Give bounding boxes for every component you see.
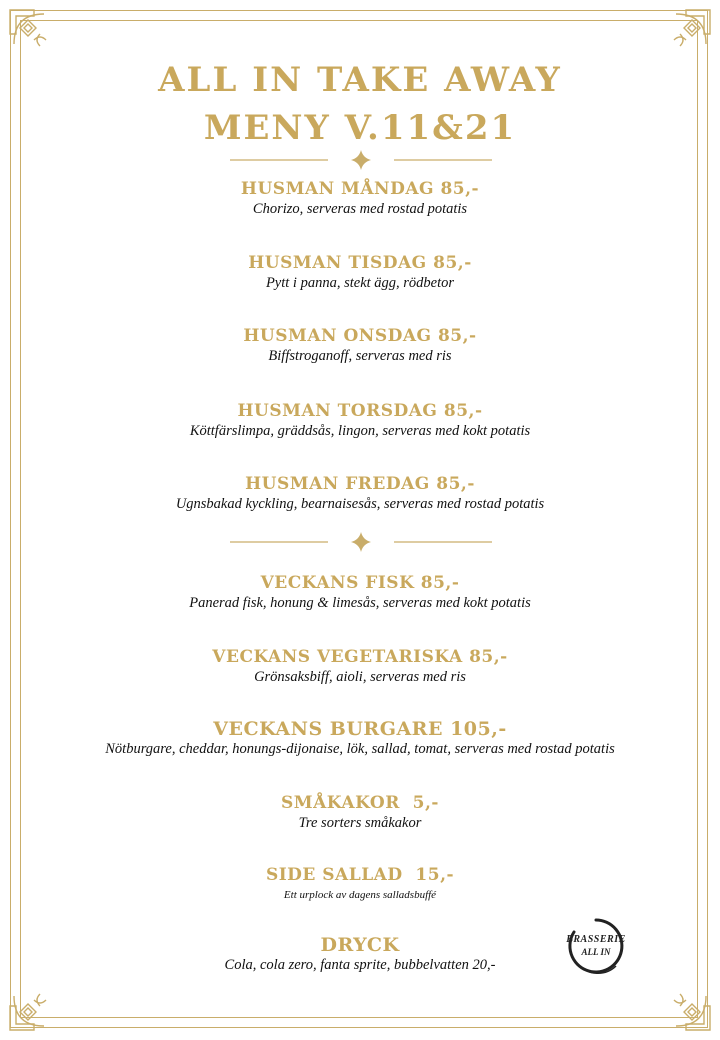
menu-item: [0, 400, 720, 440]
logo-text-brasserie: BRASSERIE: [566, 934, 626, 945]
menu-item-description: Grönsaksbiff, aioli, serveras med ris: [254, 669, 466, 685]
menu-item-name: SIDE SALLAD 15,-: [265, 865, 455, 885]
divider-ornament-icon: [230, 148, 492, 172]
menu-item-name: VECKANS FISK 85,-: [260, 573, 460, 593]
menu-item-description: Köttfärslimpa, gräddsås, lingon, serveras med kokt potatis: [189, 423, 531, 439]
menu-item: [0, 864, 720, 904]
menu-item-name: HUSMAN FREDAG 85,-: [245, 474, 475, 494]
menu-item: [0, 252, 720, 292]
menu-item: [0, 572, 720, 612]
menu-item-name: DRYCK: [320, 934, 400, 956]
menu-item-description: Pytt i panna, stekt ägg, rödbetor: [265, 275, 455, 291]
menu-item: [0, 646, 720, 686]
menu-item-name: HUSMAN MÅNDAG 85,-: [240, 179, 480, 199]
corner-ornament-icon: [652, 972, 716, 1036]
menu-item-description: Tre sorters småkakor: [298, 815, 422, 831]
menu-item-description: Panerad fisk, honung & limesås, serveras med kokt potatis: [189, 595, 531, 611]
menu-item-description: Cola, cola zero, fanta sprite, bubbelvatten 20,-: [224, 957, 496, 973]
menu-title: ALL IN TAKE AWAY: [158, 60, 562, 100]
menu-item-description: Ett urplock av dagens salladsbuffé: [283, 889, 437, 901]
menu-item: [0, 178, 720, 218]
menu-item: [0, 325, 720, 365]
menu-item-name: VECKANS VEGETARISKA 85,-: [212, 647, 508, 667]
menu-item: [0, 473, 720, 513]
menu-item-description: Chorizo, serveras med rostad potatis: [252, 201, 468, 217]
logo-text-all-in: ALL IN: [581, 947, 611, 957]
menu-item-name: SMÅKAKOR 5,-: [281, 793, 439, 813]
menu-item: [0, 718, 720, 758]
menu-subtitle: MENY V.11&21: [203, 108, 517, 148]
menu-item-name: VECKANS BURGARE 105,-: [213, 718, 507, 740]
menu-item-description: Ugnsbakad kyckling, bearnaisesås, serveras med rostad potatis: [175, 496, 545, 512]
menu-item-name: HUSMAN TISDAG 85,-: [248, 253, 472, 273]
brasserie-logo: [566, 916, 626, 976]
corner-ornament-icon: [4, 972, 68, 1036]
menu-item: [0, 792, 720, 832]
menu-item-name: HUSMAN TORSDAG 85,-: [237, 401, 483, 421]
menu-item-description: Nötburgare, cheddar, honungs-dijonaise, lök, sallad, tomat, serveras med rostad potatis: [105, 741, 615, 757]
menu-item-name: HUSMAN ONSDAG 85,-: [243, 326, 477, 346]
menu-item-description: Biffstroganoff, serveras med ris: [268, 348, 452, 364]
divider-ornament-icon: [230, 530, 492, 554]
